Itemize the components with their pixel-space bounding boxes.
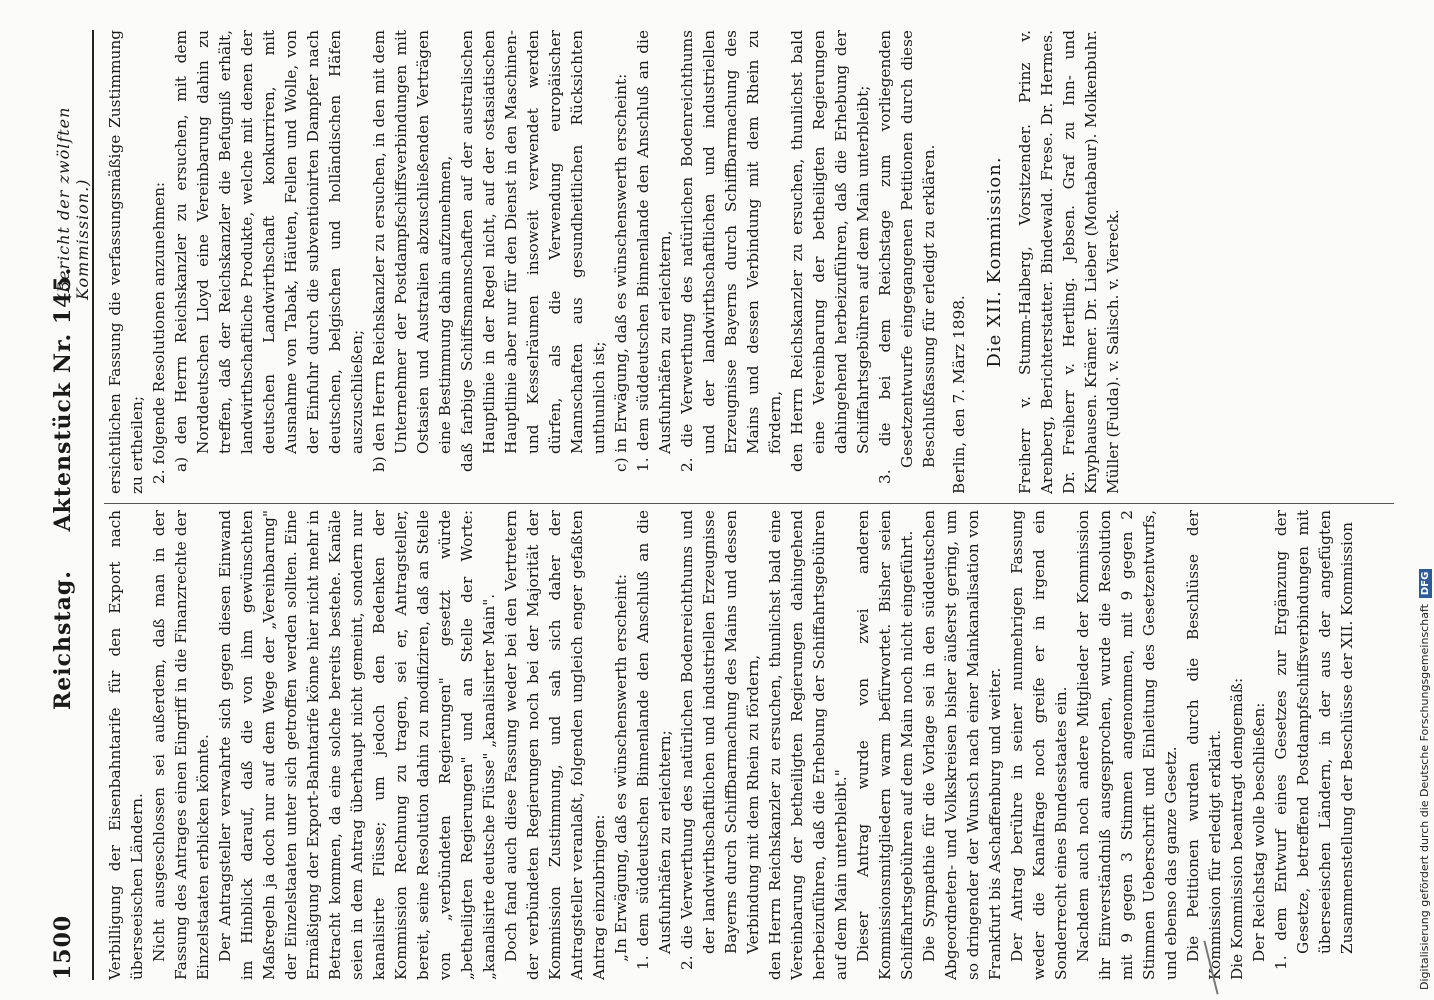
paragraph: Die Petitionen wurden durch die Beschlüsse der Kommission für erledigt erklärt. [1184,510,1224,980]
dfg-logo: DFG [1419,569,1432,598]
paragraph: Nicht ausgeschlossen sei außerdem, daß man in der Fassung des Antrages einen Eingriff in die Finanzrechte der Einzelstaaten erblicken könnte. [150,510,212,980]
funding-text: Digitalisierung gefördert durch die Deutsche Forschungsgemeinschaft [1418,604,1431,990]
paragraph: Der Antrag berühre in seiner nunmehrigen Fassung weder die Kanalfrage noch greife er in irgend ein Sonderrecht eines Bundesstaates ein. [1008,510,1070,980]
list-item: 2. die Verwerthung des natürlichen Bodenreichthums und der landwirthschaftlichen und industriellen Erzeugnisse Bayerns durch Schiffbarmachung des Mains und dessen Verbindung mit dem Rhein zu fördern, [678,30,784,472]
list-item: 3. die bei dem Reichstage zum vorliegenden Gesetzentwurfe eingegangenen Petitionen durch diese Beschlußfassung für erledigt zu erklären. [876,30,938,484]
rotated-page [40,30,1410,980]
funding-note [1418,10,1432,990]
right-column [104,30,1394,494]
document-number: Aktenstück Nr. 145. [50,266,76,532]
paragraph: ersichtlichen Fassung die verfassungsmäßige Zustimmung zu ertheilen; [106,30,146,494]
list-item: 1. dem Entwurf eines Gesetzes zur Ergänzung der Gesetze, betreffend Postdampfschiffsverbindungen mit überseeischen Ländern, in der aus der angefügten Zusammenstellung der Beschlüsse der XII. Kommission [1272,510,1356,970]
paragraph: Die Kommission beantragt demgemäß: [1228,677,1246,980]
header-center [50,267,76,710]
list-item: 1. dem süddeutschen Binnenlande den Anschluß an die Ausfuhrhäfen zu erleichtern; [634,510,674,970]
signatories: Freiherr v. Stumm-Halberg, Vorsitzender. Prinz v. Arenberg, Berichterstatter. Bindewald. Frese. Dr. Hermes. Dr. Freiherr v. Hertling. Jebsen. Graf zu Inn- und Knyphausen. Krämer. Dr. Lieber (Montabaur). Molkenbuhr. Müller (Fulda). v. Salisch. v. Viereck. [1016,30,1122,494]
list-item: 2. die Verwerthung des natürlichen Bodenreichthums und der landwirthschaftlichen und industriellen Erzeugnisse Bayerns durch Schiffbarmachung des Mains und dessen Verbindung mit dem Rhein zu fördern, [678,510,762,970]
list-item: c) in Erwägung, daß es wünschenswerth erscheint: [612,73,630,472]
paragraph: Verbilligung der Eisenbahntarife für den Export nach überseeischen Ländern. [106,510,146,980]
date-line: Berlin, den 7. März 1898. [950,295,968,494]
list-item: a) den Herrn Reichskanzler zu ersuchen, mit dem Norddeutschen Lloyd eine Vereinbarung dahin zu treffen, daß der Reichskanzler die Befugniß erhält, landwirthschaftliche Produkte, welche mit denen der deutschen Landwirthschaft konkurriren, mit Ausnahme von Tabak, Häuten, Fellen und Wolle, von der Einfuhr durch die subventionirten Dampfer nach deutschen, belgischen und holländischen Häfen auszuschließen; [172,30,366,472]
page-header [50,30,90,980]
paragraph: daß farbige Schiffsmannschaften auf der australischen Hauptlinie in der Regel nicht, auf der ostasiatischen Hauptlinie aber nur für den Dienst in den Maschinen- und Kesselräumen insoweit verwendet werden dürfen, als die Verwendung europäischer Mannschaften aus gesundheitlichen Rücksichten unthunlich ist; [458,30,608,472]
column-divider [104,503,1394,504]
paragraph: den Herrn Reichskanzler zu ersuchen, thunlichst bald eine Vereinbarung der betheiligten Regierungen dahingehend herbeizuführen, daß die Erhebung der Schiffahrtsgebühren auf dem Main unterbleibt." [766,510,850,980]
paragraph: Nachdem auch noch andere Mitglieder der Kommission ihr Einverständniß ausgesprochen, wurde die Resolution mit 9 gegen 3 Stimmen angenommen, mit 9 gegen 2 Stimmen Ueberschrift und Einleitung des Gesetzentwurfs, und ebenso das ganze Gesetz. [1074,510,1180,980]
running-title: (Bericht der zwölften Kommission.) [54,106,92,300]
section-title: Reichstag. [50,570,76,710]
commission-title: Die XII. Kommission. [984,156,1005,368]
paragraph: Doch fand auch diese Fassung weder bei den Vertretern der verbündeten Regierungen noch bei der Majorität der Kommission Zustimmung, und sah sich daher der Antragsteller veranlaßt, folgenden ungleich enger gefaßten Antrag einzubringen: [502,510,608,980]
list-item: 2. folgende Resolutionen anzunehmen: [150,181,168,484]
page-number: 1500 [50,914,76,980]
list-item: 1. dem süddeutschen Binnenlande den Anschluß an die Ausfuhrhäfen zu erleichtern, [634,30,674,472]
header-rule [92,30,94,980]
paragraph: Der Antragsteller verwahrte sich gegen diesen Einwand im Hinblick darauf, daß die von ihm gewünschten Maßregeln ja doch nur auf dem Wege der „Vereinbarung" der Einzelstaaten unter sich getroffen werden sollten. Eine Ermäßigung der Export-Bahntarife könne hier nicht mehr in Betracht kommen, da eine solche bereits bestehe. Kanäle seien in dem Antrag überhaupt nicht gemeint, sondern nur kanalisirte Flüsse; um jedoch den Bedenken der Kommission Rechnung zu tragen, sei er, Antragsteller, bereit, seine Resolution dahin zu modifiziren, daß an Stelle von „verbündeten Regierungen" gesetzt würde „betheiligten Regierungen" und an Stelle der Worte: „kanalisirte deutsche Flüsse" „kanalisirter Main". [216,510,498,980]
paragraph: „In Erwägung, daß es wünschenswerth erscheint: [612,573,630,962]
paragraph: Dieser Antrag wurde von zwei anderen Kommissionsmitgliedern warm befürwortet. Bisher seien Schiffahrtsgebühren auf dem Main noch nicht eingeführt. [854,510,916,980]
paragraph: Die Sympathie für die Vorlage sei in den süddeutschen Abgeordneten- und Volkskreisen bisher äußerst gering, um so dringender der Wunsch nach einer Mainkanalisation von Frankfurt bis Aschaffenburg und weiter. [920,510,1004,980]
paragraph: den Herrn Reichskanzler zu ersuchen, thunlichst bald eine Vereinbarung der betheiligten Regierungen dahingehend herbeizuführen, daß die Erhebung der Schiffahrtsgebühren auf dem Main unterbleibt; [788,30,872,472]
left-column [104,510,1394,980]
list-item: b) den Herrn Reichskanzler zu ersuchen, in den mit dem Unternehmer der Postdampfschiffsverbindungen mit Ostasien und Australien abzuschließenden Verträgen eine Bestimmung dahin aufzunehmen, [370,30,454,472]
paragraph: Der Reichstag wolle beschließen: [1250,702,1268,962]
